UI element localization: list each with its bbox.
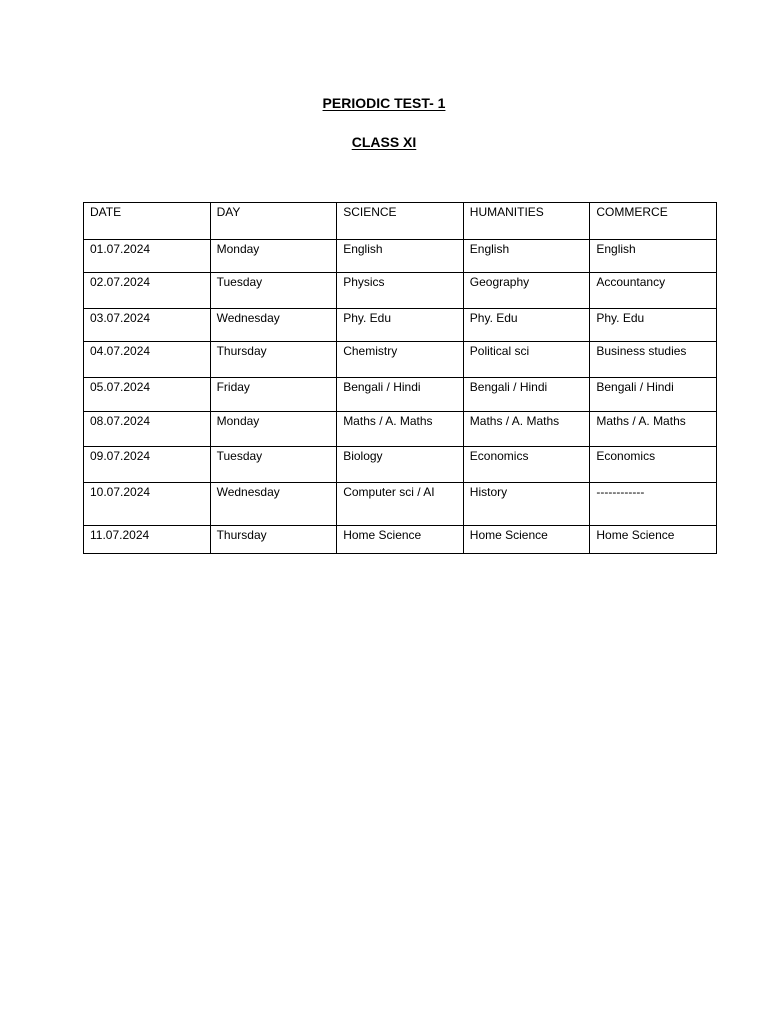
date-cell: 03.07.2024 xyxy=(84,309,211,342)
table-row xyxy=(84,309,717,342)
day-cell: Monday xyxy=(210,240,337,273)
day-cell: Friday xyxy=(210,378,337,412)
commerce-cell: ------------ xyxy=(590,483,717,526)
day-cell: Wednesday xyxy=(210,309,337,342)
table-row xyxy=(84,240,717,273)
day-cell: Thursday xyxy=(210,526,337,554)
science-cell: English xyxy=(337,240,464,273)
commerce-cell: Economics xyxy=(590,447,717,483)
table-row xyxy=(84,447,717,483)
day-cell: Wednesday xyxy=(210,483,337,526)
date-cell: 09.07.2024 xyxy=(84,447,211,483)
commerce-cell: Accountancy xyxy=(590,273,717,309)
header-cell-date: DATE xyxy=(84,203,211,240)
science-cell: Bengali / Hindi xyxy=(337,378,464,412)
science-cell: Chemistry xyxy=(337,342,464,378)
date-cell: 08.07.2024 xyxy=(84,412,211,447)
date-cell: 04.07.2024 xyxy=(84,342,211,378)
science-cell: Maths / A. Maths xyxy=(337,412,464,447)
header-cell-science: SCIENCE xyxy=(337,203,464,240)
day-cell: Thursday xyxy=(210,342,337,378)
table-header-row xyxy=(84,203,717,240)
header-cell-humanities: HUMANITIES xyxy=(463,203,590,240)
humanities-cell: English xyxy=(463,240,590,273)
commerce-cell: English xyxy=(590,240,717,273)
table-row xyxy=(84,378,717,412)
date-cell: 11.07.2024 xyxy=(84,526,211,554)
date-cell: 05.07.2024 xyxy=(84,378,211,412)
commerce-cell: Home Science xyxy=(590,526,717,554)
commerce-cell: Phy. Edu xyxy=(590,309,717,342)
humanities-cell: History xyxy=(463,483,590,526)
table-row xyxy=(84,483,717,526)
day-cell: Tuesday xyxy=(210,447,337,483)
exam-schedule-table xyxy=(83,202,717,554)
day-cell: Monday xyxy=(210,412,337,447)
date-cell: 01.07.2024 xyxy=(84,240,211,273)
science-cell: Phy. Edu xyxy=(337,309,464,342)
commerce-cell: Business studies xyxy=(590,342,717,378)
humanities-cell: Geography xyxy=(463,273,590,309)
header-cell-commerce: COMMERCE xyxy=(590,203,717,240)
science-cell: Biology xyxy=(337,447,464,483)
date-cell: 02.07.2024 xyxy=(84,273,211,309)
humanities-cell: Political sci xyxy=(463,342,590,378)
humanities-cell: Home Science xyxy=(463,526,590,554)
commerce-cell: Bengali / Hindi xyxy=(590,378,717,412)
humanities-cell: Bengali / Hindi xyxy=(463,378,590,412)
humanities-cell: Economics xyxy=(463,447,590,483)
science-cell: Home Science xyxy=(337,526,464,554)
science-cell: Computer sci / AI xyxy=(337,483,464,526)
table-row xyxy=(84,273,717,309)
science-cell: Physics xyxy=(337,273,464,309)
humanities-cell: Maths / A. Maths xyxy=(463,412,590,447)
table-row xyxy=(84,526,717,554)
table-row xyxy=(84,342,717,378)
humanities-cell: Phy. Edu xyxy=(463,309,590,342)
day-cell: Tuesday xyxy=(210,273,337,309)
commerce-cell: Maths / A. Maths xyxy=(590,412,717,447)
table-row xyxy=(84,412,717,447)
date-cell: 10.07.2024 xyxy=(84,483,211,526)
page-title: PERIODIC TEST- 1 xyxy=(322,95,446,111)
header-cell-day: DAY xyxy=(210,203,337,240)
class-subtitle: CLASS XI xyxy=(351,134,417,150)
